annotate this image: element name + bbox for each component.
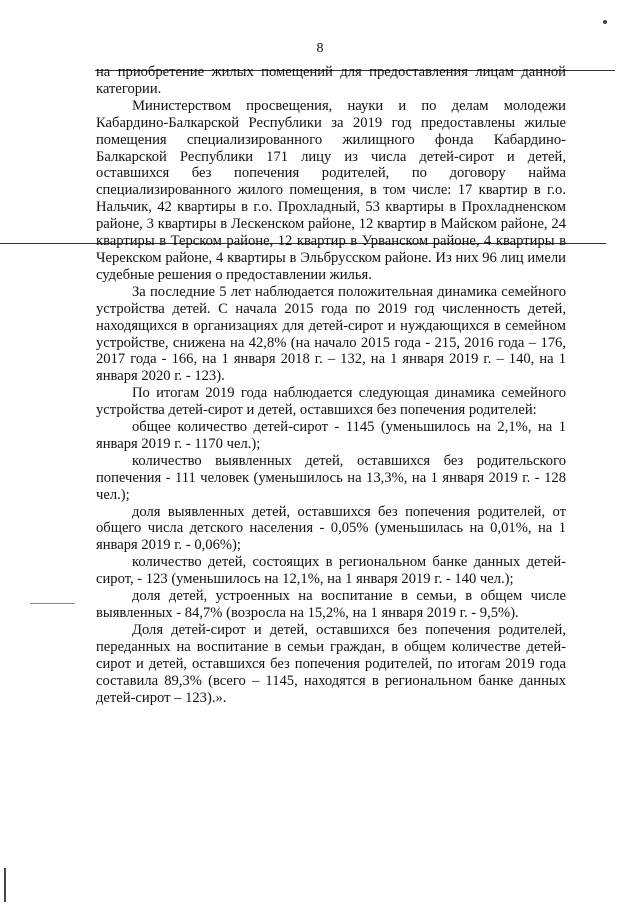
paragraph-total-orphans: общее количество детей-сирот - 1145 (уменьшилось на 2,1%, на 1 января 2019 г. - 1170 чел.); [96,419,566,452]
scan-mark-corner [603,20,607,24]
paragraph-intro-tail: на приобретение жилых помещений для предоставления лицам данной категории. [96,64,566,97]
paragraph-share-identified: доля выявленных детей, оставшихся без попечения родителей, от общего числа детского населения - 0,05% (уменьшилась на 0,01%, на 1 января 2019 г. - 0,06%); [96,503,566,554]
scan-line-lower [30,603,75,604]
page-number: 8 [316,41,324,56]
paragraph-share-transferred: Доля детей-сирот и детей, оставшихся без попечения родителей, переданных на воспитание в семьи граждан, в общем количестве детей-сирот и детей, оставшихся без попечения родителей, по итогам 2019 года составила 89,3% (всего – 1145, находятся в региональном банке данных детей-сирот – 123).». [96,621,566,706]
paragraph-results-2019: По итогам 2019 года наблюдается следующая динамика семейного устройства детей-сирот и детей, оставшихся без попечения родителей: [96,385,566,419]
document-body [96,64,566,706]
paragraph-family-placement: доля детей, устроенных на воспитание в семьи, в общем числе выявленных - 84,7% (возросла на 15,2%, на 1 января 2019 г. - 9,5%). [96,588,566,621]
paragraph-regional-bank: количество детей, состоящих в региональном банке данных детей-сирот, - 123 (уменьшилось на 12,1%, на 1 января 2019 г. - 140 чел.); [96,554,566,588]
paragraph-dynamics: За последние 5 лет наблюдается положительная динамика семейного устройства детей. С начала 2015 года по 2019 год численность детей, находящихся в организациях для детей-сирот и нуждающихся в семейном устройстве, снижена на 42,8% (на начало 2015 года - 215, 2016 года – 176, 2017 года - 166, на 1 января 2018 г. – 132, на 1 января 2019 г. – 140, на 1 января 2020 г. - 123). [96,283,566,385]
scan-mark-left-edge [4,868,6,902]
paragraph-housing: Министерством просвещения, науки и по делам молодежи Кабардино-Балкарской Республики за 2019 год предоставлены жилые помещения специализированного жилищного фонда Кабардино-Балкарской Республики 171 лицу из числа детей-сирот и детей, оставшихся без попечения родителей, по договору найма специализированного жилого помещения, в том числе: 17 квартир в г.о. Нальчик, 42 квартиры в г.о. Прохладный, 53 квартиры в Прохладненском районе, 3 квартиры в Лескенском районе, 12 квартир в Майском районе, 24 квартиры в Терском районе, 12 квартир в Урванском районе, 4 квартиры в Черекском районе, 4 квартиры в Эльбрусском районе. Из них 96 лиц имели судебные решения о предоставлении жилья. [96,97,566,283]
paragraph-identified-children: количество выявленных детей, оставшихся без родительского попечения - 111 человек (уменьшилось на 13,3%, на 1 января 2019 г. - 128 чел.); [96,452,566,503]
